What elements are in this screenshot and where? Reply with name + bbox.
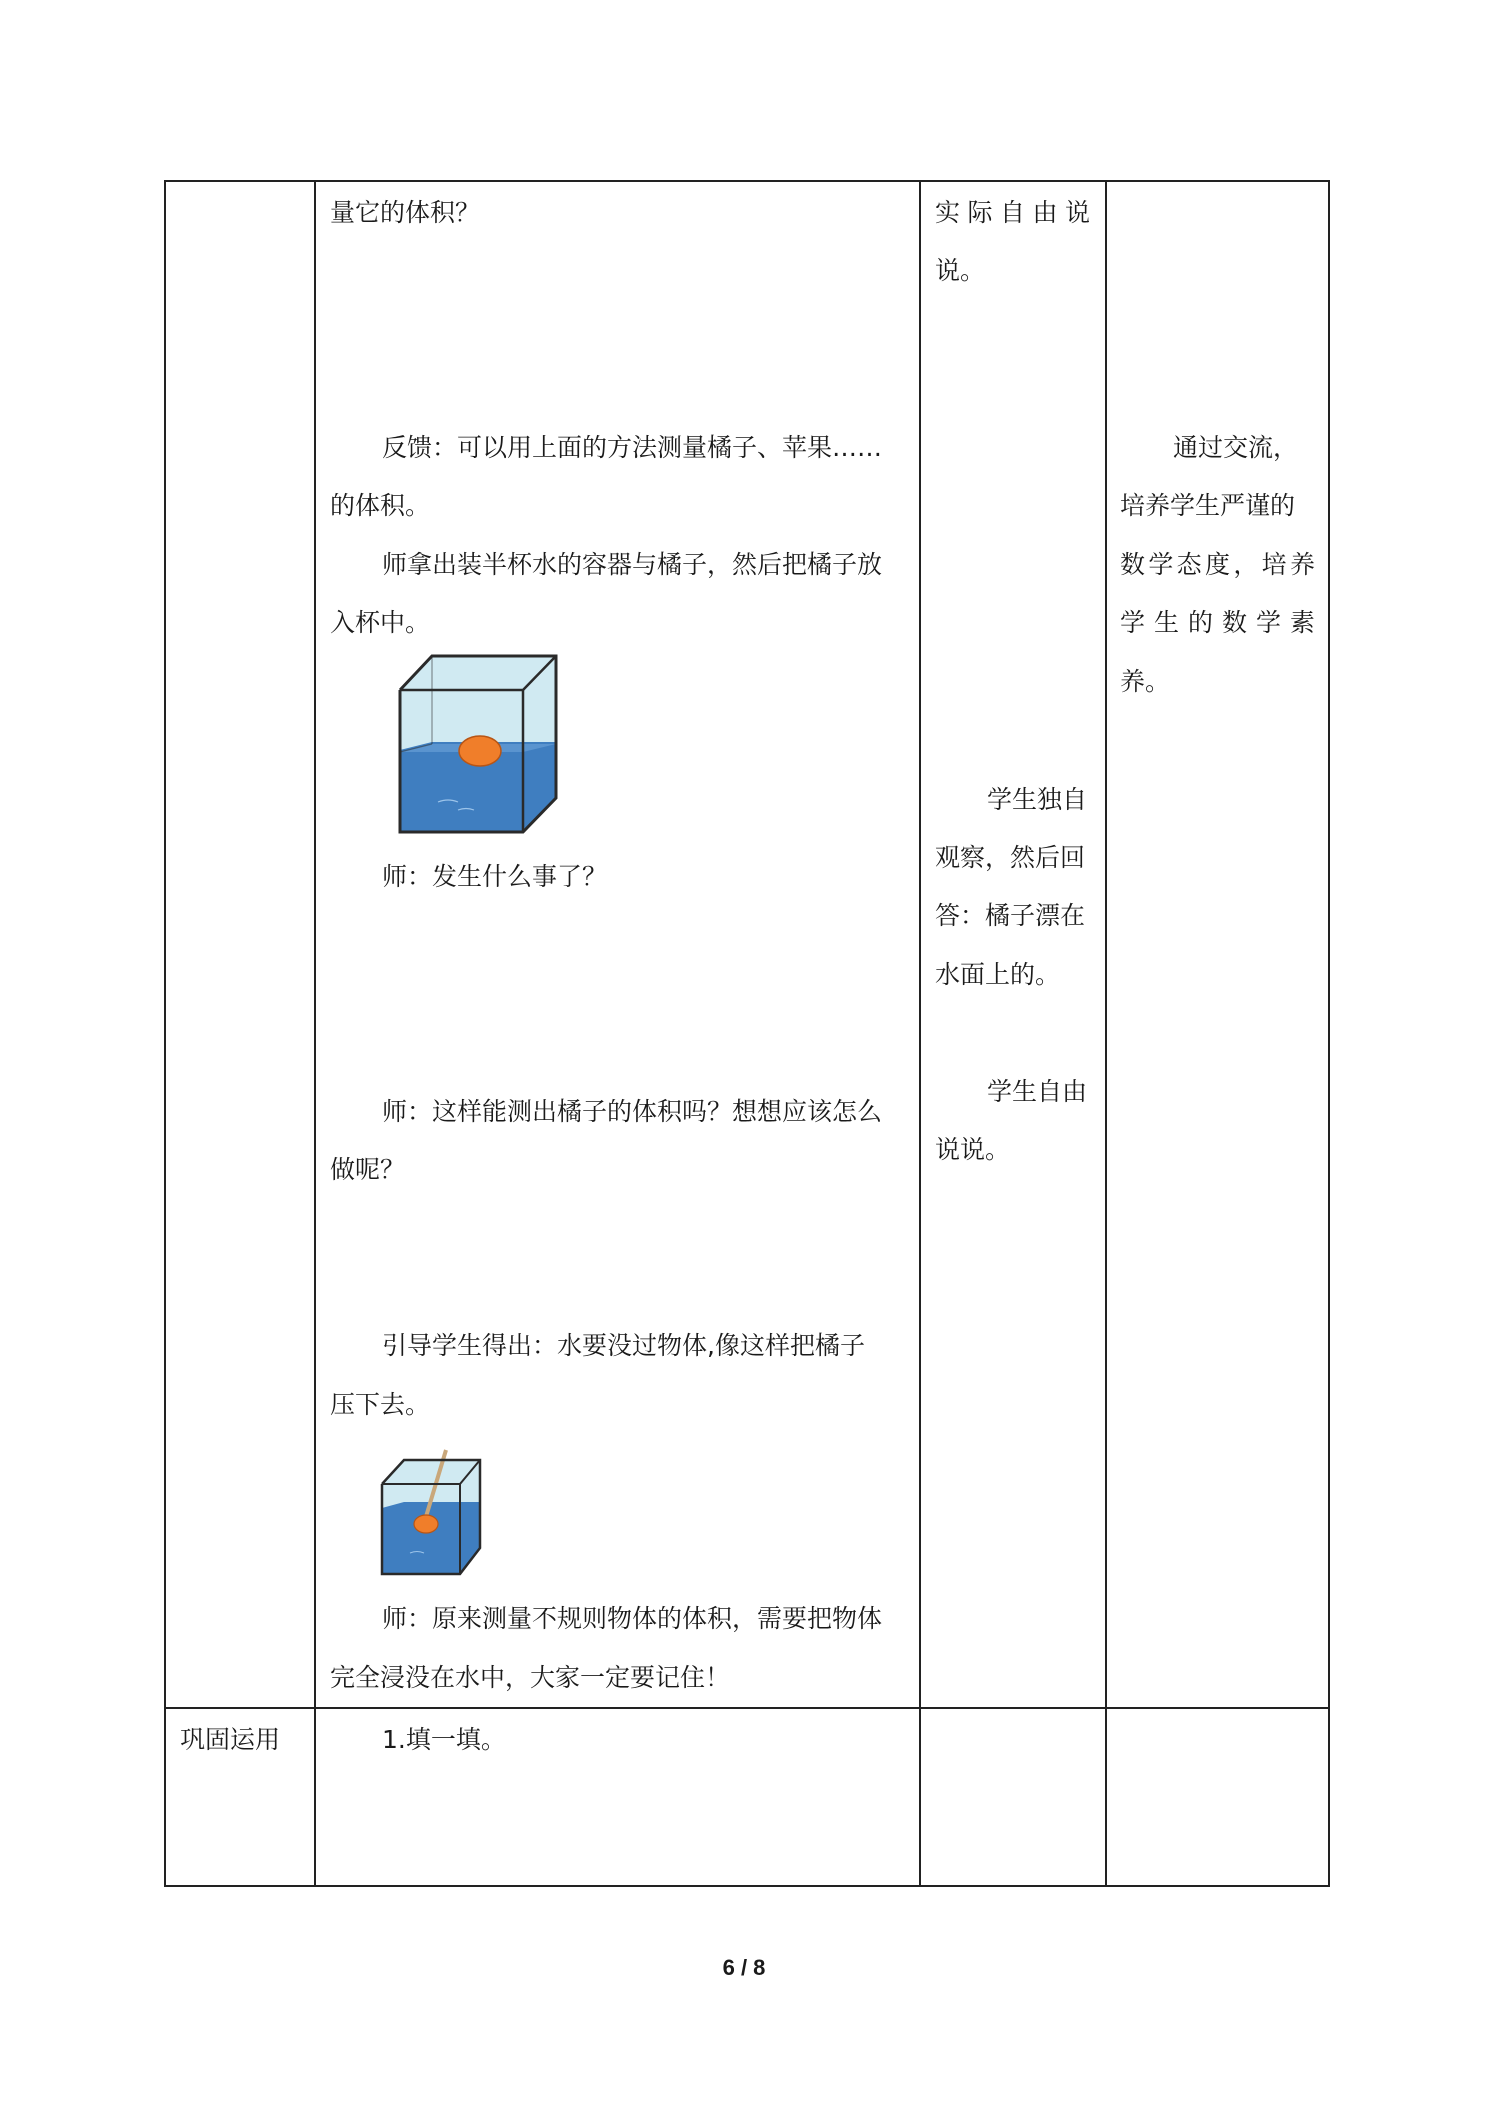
- container-submerged-orange-illustration: [380, 1448, 484, 1580]
- table-col-divider-1: [314, 180, 316, 1887]
- container-floating-orange-illustration: [398, 652, 561, 842]
- text-line: 师：原来测量不规则物体的体积，需要把物体: [382, 1604, 883, 1633]
- student-text: 说说。: [935, 1135, 1011, 1164]
- text-line: 反馈：可以用上面的方法测量橘子、苹果……: [382, 433, 883, 462]
- intent-text-justified: 数 学 态 度 ， 培 养: [1120, 550, 1315, 579]
- text-line: 完全浸没在水中，大家一定要记住！: [330, 1663, 731, 1692]
- text-line: 师：发生什么事了？: [382, 862, 608, 891]
- table-top-border: [164, 180, 1330, 182]
- text-line: 做呢？: [330, 1155, 406, 1184]
- text-line: 引导学生得出：水要没过物体,像这样把橘子: [382, 1331, 865, 1360]
- student-text: 观察，然后回: [935, 843, 1086, 872]
- table-row-divider: [164, 1707, 1330, 1709]
- intent-text: 养。: [1120, 667, 1171, 696]
- text-line: 的体积。: [330, 491, 431, 520]
- table-col-divider-3: [1105, 180, 1107, 1887]
- orange-shape: [459, 736, 501, 766]
- student-text-justified: 实 际 自 由 说: [935, 198, 1090, 227]
- text-line: 师：这样能测出橘子的体积吗？想想应该怎么: [382, 1097, 883, 1126]
- text-line: 量它的体积？: [330, 198, 481, 227]
- text-line: 师拿出装半杯水的容器与橘子，然后把橘子放: [382, 550, 883, 579]
- text-line: 入杯中。: [330, 608, 431, 637]
- water-body: [382, 1502, 480, 1574]
- student-text: 学生自由: [987, 1077, 1088, 1106]
- exercise-item: 1.填一填。: [382, 1725, 506, 1754]
- table-right-border: [1328, 180, 1330, 1887]
- student-text: 学生独自: [987, 785, 1088, 814]
- intent-text: 培养学生严谨的: [1120, 491, 1296, 520]
- intent-text: 通过交流，: [1173, 433, 1299, 462]
- student-text: 说。: [935, 256, 986, 285]
- intent-text-justified: 学 生 的 数 学 素: [1120, 608, 1315, 637]
- page-number: 6 / 8: [722, 1955, 766, 1980]
- table-left-border: [164, 180, 166, 1887]
- student-text: 水面上的。: [935, 960, 1061, 989]
- student-text: 答：橘子漂在: [935, 901, 1086, 930]
- orange-shape: [414, 1515, 438, 1533]
- stage-label-consolidate: 巩固运用: [180, 1725, 281, 1754]
- table-bottom-border: [164, 1885, 1330, 1887]
- text-line: 压下去。: [330, 1390, 431, 1419]
- table-col-divider-2: [919, 180, 921, 1887]
